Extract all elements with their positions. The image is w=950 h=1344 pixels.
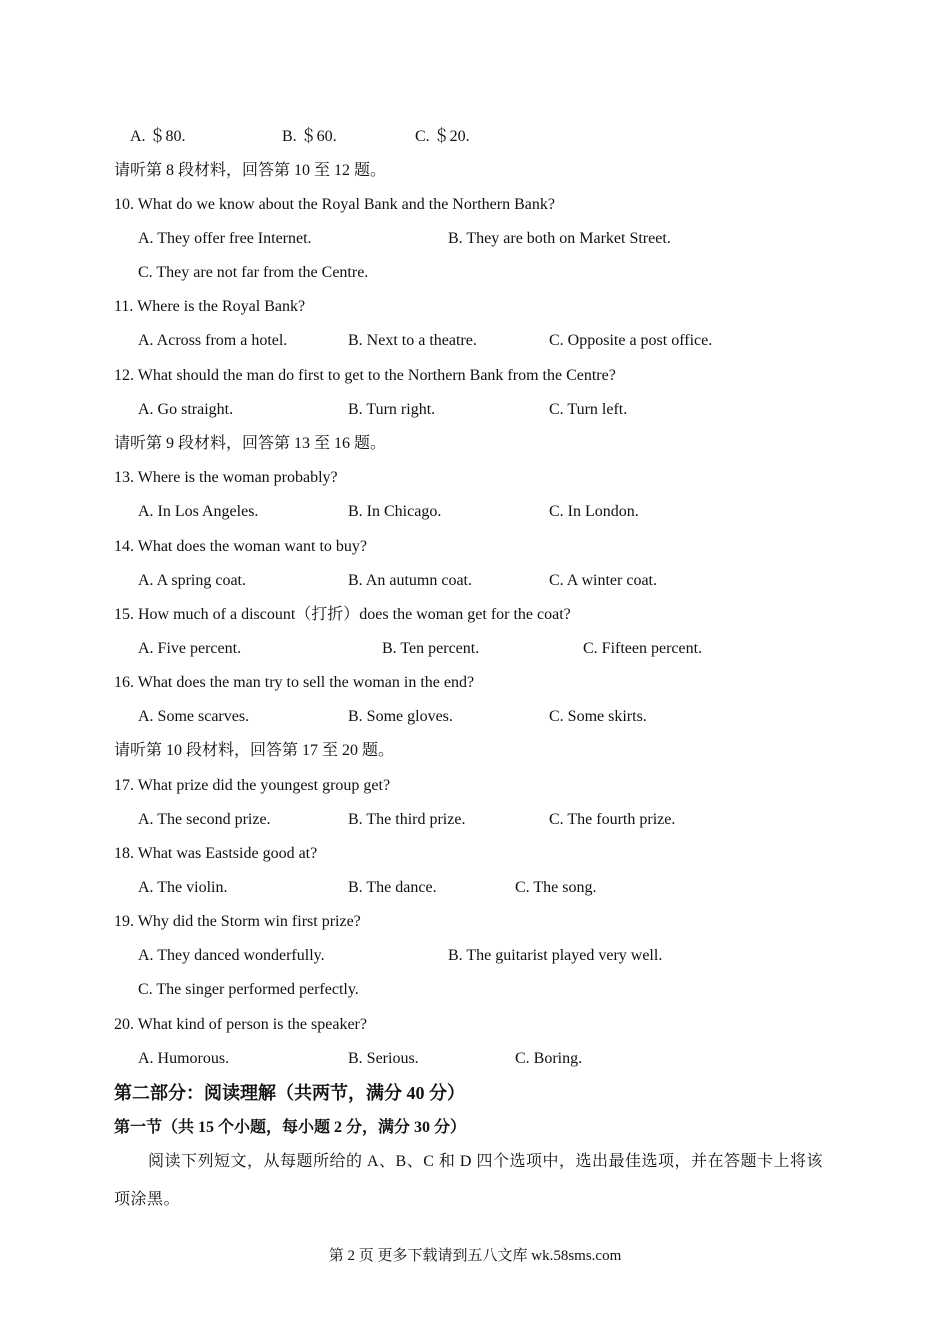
q10-option-a: A. They offer free Internet. [138, 230, 312, 247]
q16-question: 16. What does the man try to sell the woman in the end? [114, 674, 475, 691]
q17-option-c: C. The fourth prize. [549, 811, 676, 828]
q20-option-a: A. Humorous. [138, 1050, 230, 1067]
q19-option-c: C. The singer performed perfectly. [138, 981, 359, 998]
q20-option-b: B. Serious. [348, 1050, 419, 1067]
q11-option-c: C. Opposite a post office. [549, 332, 713, 349]
instructions-paragraph: 阅读下列短文，从每题所给的 A、B、C 和 D 四个选项中，选出最佳选项，并在答题卡上将该项涂黑。 [114, 1153, 823, 1208]
q11-option-a: A. Across from a hotel. [138, 332, 288, 349]
q15-option-c: C. Fifteen percent. [583, 640, 703, 657]
section1-heading: 第一节（共 15 个小题，每小题 2 分，满分 30 分） [114, 1119, 467, 1136]
q14-option-c: C. A winter coat. [549, 572, 657, 589]
q18-option-a: A. The violin. [138, 879, 228, 896]
q18-question: 18. What was Eastside good at? [114, 845, 318, 862]
q14-question: 14. What does the woman want to buy? [114, 538, 367, 555]
q20-question: 20. What kind of person is the speaker? [114, 1016, 367, 1033]
q12-option-b: B. Turn right. [348, 401, 436, 418]
part2-heading: 第二部分：阅读理解（共两节，满分 40 分） [114, 1083, 465, 1103]
q12-question: 12. What should the man do first to get to the Northern Bank from the Centre? [114, 367, 616, 384]
q13-option-c: C. In London. [549, 503, 639, 520]
q11-question: 11. Where is the Royal Bank? [114, 298, 306, 315]
q9-option-c: C. ＄20. [415, 128, 470, 145]
q9-option-a: A. ＄80. [130, 128, 186, 145]
section8-intro: 请听第 8 段材料，回答第 10 至 12 题。 [114, 162, 387, 179]
q19-option-a: A. They danced wonderfully. [138, 947, 325, 964]
q12-option-c: C. Turn left. [549, 401, 628, 418]
q9-option-b: B. ＄60. [282, 128, 337, 145]
q15-option-b: B. Ten percent. [382, 640, 480, 657]
q10-option-c: C. They are not far from the Centre. [138, 264, 369, 281]
q13-question: 13. Where is the woman probably? [114, 469, 338, 486]
q17-option-a: A. The second prize. [138, 811, 271, 828]
q15-option-a: A. Five percent. [138, 640, 242, 657]
q18-option-c: C. The song. [515, 879, 597, 896]
section9-intro: 请听第 9 段材料，回答第 13 至 16 题。 [114, 435, 387, 452]
q13-option-b: B. In Chicago. [348, 503, 442, 520]
q17-question: 17. What prize did the youngest group get? [114, 777, 391, 794]
section10-intro: 请听第 10 段材料，回答第 17 至 20 题。 [114, 742, 395, 759]
page-footer: 第 2 页 更多下载请到五八文库 wk.58sms.com [328, 1248, 622, 1264]
q16-option-a: A. Some scarves. [138, 708, 250, 725]
q12-option-a: A. Go straight. [138, 401, 234, 418]
q18-option-b: B. The dance. [348, 879, 437, 896]
q14-option-a: A. A spring coat. [138, 572, 246, 589]
q20-option-c: C. Boring. [515, 1050, 583, 1067]
q16-option-c: C. Some skirts. [549, 708, 647, 725]
q19-option-b: B. The guitarist played very well. [448, 947, 663, 964]
q14-option-b: B. An autumn coat. [348, 572, 472, 589]
q10-question: 10. What do we know about the Royal Bank and the Northern Bank? [114, 196, 555, 213]
q19-question: 19. Why did the Storm win first prize? [114, 913, 361, 930]
q11-option-b: B. Next to a theatre. [348, 332, 477, 349]
q10-option-b: B. They are both on Market Street. [448, 230, 671, 247]
q16-option-b: B. Some gloves. [348, 708, 453, 725]
q13-option-a: A. In Los Angeles. [138, 503, 259, 520]
q15-question: 15. How much of a discount（打折）does the woman get for the coat? [114, 606, 571, 623]
q17-option-b: B. The third prize. [348, 811, 466, 828]
